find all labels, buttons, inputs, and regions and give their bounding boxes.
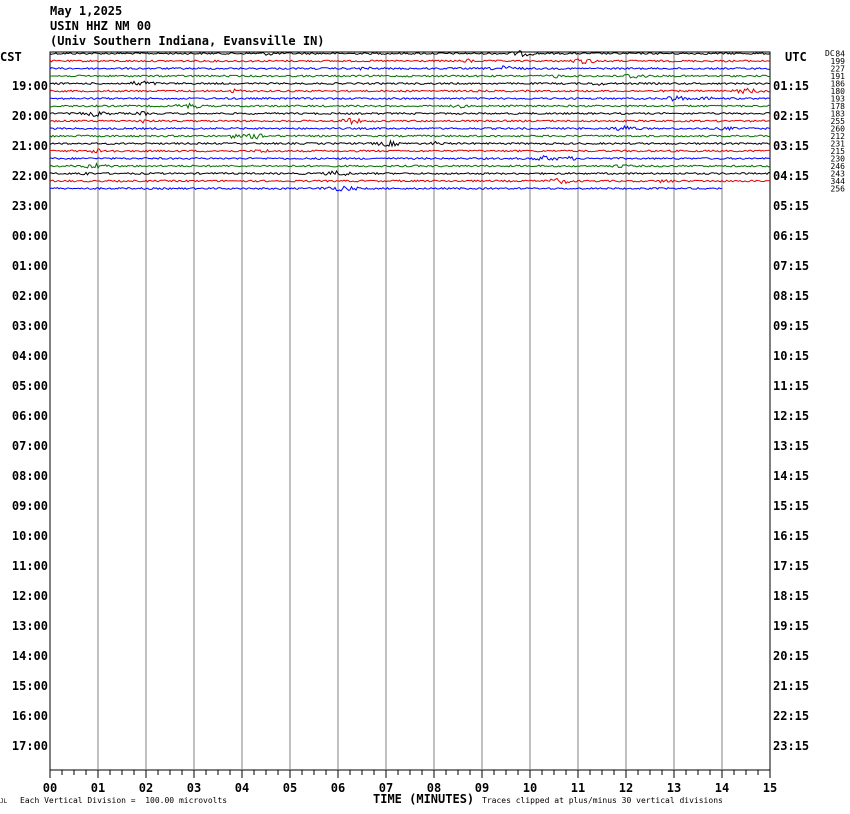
x-tick-label: 11: [570, 781, 586, 795]
x-tick-label: 01: [90, 781, 106, 795]
x-tick-label: 08: [426, 781, 442, 795]
date-label: May 1,2025: [50, 4, 123, 18]
cst-hour-label: 15:00: [11, 679, 48, 693]
dc-offset-label: 255: [830, 117, 845, 126]
x-tick-label: 13: [666, 781, 682, 795]
utc-hour-label: 05:15: [773, 199, 810, 213]
cst-hour-label: 12:00: [11, 589, 48, 603]
seismic-trace: [50, 141, 770, 146]
cst-hour-label: 13:00: [11, 619, 48, 633]
seismic-trace: [50, 178, 770, 183]
utc-hour-label: 22:15: [773, 709, 810, 723]
seismic-trace: [50, 89, 770, 94]
seismic-trace: [50, 134, 770, 139]
cst-hour-label: 17:00: [11, 739, 48, 753]
x-tick-label: 03: [186, 781, 202, 795]
station-label: USIN HHZ NM 00: [50, 19, 152, 33]
location-label: (Univ Southern Indiana, Evansville IN): [50, 34, 325, 48]
utc-hour-label: 21:15: [773, 679, 810, 693]
dc-offset-label: 231: [830, 139, 845, 149]
dc-offset-label: 84: [835, 49, 845, 59]
cst-hour-label: 07:00: [11, 439, 48, 453]
x-tick-label: 06: [330, 781, 346, 795]
x-tick-label: 07: [378, 781, 394, 795]
utc-hour-label: 06:15: [773, 229, 810, 243]
seismic-trace: [50, 126, 770, 130]
utc-hour-label: 11:15: [773, 379, 810, 393]
seismic-trace: [50, 164, 770, 169]
utc-hour-label: 09:15: [773, 319, 810, 333]
dc-offset-label: 191: [830, 72, 845, 81]
cst-hour-label: 22:00: [11, 169, 48, 183]
dc-offset-label: 186: [830, 79, 845, 89]
dc-offset-label: 243: [830, 169, 845, 179]
corner-mark: JL: [0, 798, 8, 805]
x-tick-label: 04: [234, 781, 250, 795]
cst-hour-label: 08:00: [11, 469, 48, 483]
utc-hour-label: 19:15: [773, 619, 810, 633]
x-tick-label: 05: [282, 781, 298, 795]
dc-offset-label: 178: [830, 102, 845, 111]
seismic-trace: [50, 156, 770, 161]
utc-hour-label: 13:15: [773, 439, 810, 453]
cst-hour-label: 02:00: [11, 289, 48, 303]
x-tick-label: 09: [474, 781, 490, 795]
seismic-trace: [50, 111, 770, 116]
seismic-trace: [50, 74, 770, 78]
utc-hour-label: 12:15: [773, 409, 810, 423]
dc-offset-label: 227: [830, 64, 845, 74]
utc-axis-label: UTC: [785, 50, 807, 64]
dc-label: DC: [825, 49, 835, 58]
dc-offset-label: 256: [830, 184, 845, 194]
utc-hour-label: 16:15: [773, 529, 810, 543]
dc-offset-label: 212: [830, 132, 845, 141]
seismic-trace: [50, 96, 770, 101]
seismic-trace: [50, 149, 770, 153]
scale-note: Each Vertical Division = 100.00 microvolts: [20, 796, 228, 805]
cst-hour-label: 03:00: [11, 319, 48, 333]
utc-hour-label: 23:15: [773, 739, 810, 753]
dc-offset-label: 199: [830, 57, 845, 66]
seismic-trace: [50, 59, 770, 64]
utc-hour-label: 15:15: [773, 499, 810, 513]
dc-offset-label: 246: [830, 162, 845, 171]
cst-axis-label: CST: [0, 50, 22, 64]
utc-hour-label: 01:15: [773, 79, 810, 93]
utc-hour-label: 20:15: [773, 649, 810, 663]
cst-hour-label: 11:00: [11, 559, 48, 573]
x-axis-title: TIME (MINUTES): [373, 792, 475, 806]
cst-hour-label: 06:00: [11, 409, 48, 423]
seismic-trace: [50, 81, 770, 85]
x-tick-label: 15: [762, 781, 778, 795]
cst-hour-label: 01:00: [11, 259, 48, 273]
dc-offset-label: 260: [830, 124, 845, 134]
seismic-trace: [50, 66, 770, 70]
clip-note: Traces clipped at plus/minus 30 vertical divisions: [482, 796, 723, 805]
cst-hour-label: 16:00: [11, 709, 48, 723]
utc-hour-label: 17:15: [773, 559, 810, 573]
seismic-trace: [50, 171, 770, 175]
seismic-trace: [50, 103, 770, 108]
cst-hour-label: 14:00: [11, 649, 48, 663]
x-tick-label: 00: [42, 781, 58, 795]
dc-offset-label: 193: [830, 94, 845, 104]
cst-hour-label: 00:00: [11, 229, 48, 243]
dc-offset-label: 344: [830, 177, 845, 186]
utc-hour-label: 03:15: [773, 139, 810, 153]
utc-hour-label: 18:15: [773, 589, 810, 603]
utc-hour-label: 04:15: [773, 169, 810, 183]
cst-hour-label: 20:00: [11, 109, 48, 123]
utc-hour-label: 02:15: [773, 109, 810, 123]
cst-hour-label: 05:00: [11, 379, 48, 393]
x-tick-label: 02: [138, 781, 154, 795]
utc-hour-label: 07:15: [773, 259, 810, 273]
cst-hour-label: 10:00: [11, 529, 48, 543]
cst-hour-label: 19:00: [11, 79, 48, 93]
dc-offset-label: 183: [830, 109, 845, 119]
x-tick-label: 12: [618, 781, 634, 795]
dc-offset-label: 230: [830, 154, 845, 164]
utc-hour-label: 08:15: [773, 289, 810, 303]
utc-hour-label: 10:15: [773, 349, 810, 363]
utc-hour-label: 14:15: [773, 469, 810, 483]
x-tick-label: 10: [522, 781, 538, 795]
dc-offset-label: 215: [830, 147, 845, 156]
seismic-trace: [50, 118, 770, 124]
cst-hour-label: 21:00: [11, 139, 48, 153]
x-tick-label: 14: [714, 781, 730, 795]
cst-hour-label: 04:00: [11, 349, 48, 363]
cst-hour-label: 09:00: [11, 499, 48, 513]
cst-hour-label: 23:00: [11, 199, 48, 213]
dc-offset-label: 180: [830, 87, 845, 96]
